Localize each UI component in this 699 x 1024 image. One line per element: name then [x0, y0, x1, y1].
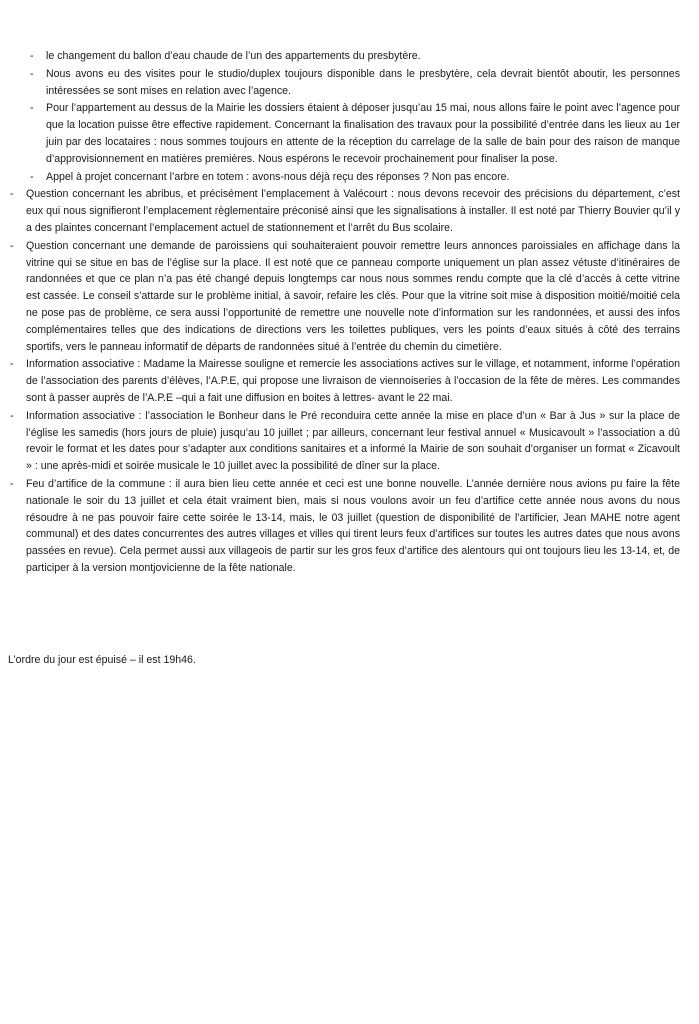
- item-text: Information associative : Madame la Mairesse souligne et remercie les associations actives sur le village, et notamment, informe l’opération de l’association des parents d’élèves, l’A.P.E, qui propose une livraison de viennoiseries à l’occasion de la fête de mères. Les commandes sont à passer auprès de l’A.P.E –qui a fait une diffusion en boites à lettres- avant le 22 mai.: [26, 358, 680, 404]
- list-item: [30, 100, 680, 167]
- bullet-dash: -: [10, 358, 14, 371]
- bullet-dash: -: [10, 409, 14, 422]
- document-body: [8, 48, 680, 578]
- list-item: [10, 356, 680, 406]
- bullet-dash: -: [10, 239, 14, 252]
- list-item: [30, 66, 680, 100]
- bullet-dash: -: [10, 477, 14, 490]
- item-text: Question concernant une demande de paroissiens qui souhaiteraient pouvoir remettre leurs annonces paroissiales en affichage dans la vitrine qui se situe en bas de l’église sur la place. Il est noté que ce panneau comporte uniquement un plan assez vétuste d’itinéraires de randonnées et que ce plan n’a pas été changé depuis longtemps car nous nous sommes rendu compte que la clé d’accès à cette vitrine est cassée. Le conseil s’attarde sur le problème initial, à savoir, refaire les clés. Pour que la vitrine soit mise à disposition moitié/moitié cela ne pose pas de problème, ce sera aussi l’opportunité de remettre une nouvelle note d’information sur les randonnées, et aussi des infos complémentaires telles que des indications de directions vers les toilettes publiques, vers les points d’eaux situés à côté des terrains sportifs, vers le panneau informatif de départs de randonnées situé à l’entrée du chemin du cimetière.: [26, 239, 680, 353]
- item-text: le changement du ballon d’eau chaude de l’un des appartements du presbytère.: [46, 50, 421, 62]
- bullet-dash: -: [10, 188, 14, 201]
- sub-bullet-list: [30, 48, 680, 185]
- list-item: [30, 48, 680, 65]
- item-text: Question concernant les abribus, et précisément l’emplacement à Valécourt : nous devons recevoir des précisions du département, c’est eux qui nous signifieront l’emplacement règlementaire préconisé ainsi que les signalisations à installer. Il est noté par Thierry Bouvier qu’il y a des plaintes concernant l’emplacement actuel de stationnement et l’arrêt du Bus scolaire.: [26, 188, 680, 234]
- list-item: [10, 186, 680, 236]
- bullet-dash: -: [30, 50, 34, 62]
- item-text: Information associative : l’association le Bonheur dans le Pré reconduira cette année la mise en place d’un « Bar à Jus » sur la place de l’église les samedis (hors jours de pluie) jusqu’au 10 juillet ; par ailleurs, concernant leur festival annuel « Musicavoult » l’association a dû revoir le format et les dates pour s’adapter aux conditions sanitaires et a informé la Mairie de son souhait d’organiser un format « Zicavoult » : une après-midi et soirée musicale le 10 juillet avec la possibilité de dîner sur la place.: [26, 409, 680, 473]
- list-item: [10, 408, 680, 475]
- list-item: [10, 238, 680, 356]
- bullet-dash: -: [30, 170, 34, 183]
- item-text: Nous avons eu des visites pour le studio/duplex toujours disponible dans le presbytère, cela devrait bientôt aboutir, les personnes intéressées se sont mises en relation avec l’agence.: [46, 67, 680, 97]
- list-item: [10, 476, 680, 577]
- list-item: [30, 169, 680, 186]
- closing-statement: L’ordre du jour est épuisé – il est 19h46.: [8, 654, 196, 666]
- item-text: Pour l’appartement au dessus de la Mairie les dossiers étaient à déposer jusqu’au 15 mai, nous allons faire le point avec l’agence pour que la location puisse être effective rapidement. Concernant la finalisation des travaux pour la possibilité d’entrée dans les lieux au 1er juin par des locataires : nous sommes toujours en attente de la réception du carrelage de la salle de bain pour des raison de manque d’approvisionnement en matières premières. Nous espérons le recevoir prochainement pour finaliser la pose.: [46, 102, 680, 165]
- item-text: Appel à projet concernant l’arbre en totem : avons-nous déjà reçu des réponses ? Non pas encore.: [46, 170, 510, 183]
- bullet-dash: -: [30, 102, 34, 115]
- item-text: Feu d’artifice de la commune : il aura bien lieu cette année et ceci est une bonne nouvelle. L’année dernière nous avions pu faire la fête nationale le soir du 13 juillet et cela était vraiment bien, mais si nous voulons avoir un feu d’artifice cette année nous avons du nous résoudre à ne pas pouvoir faire cette soirée le 13-14, mais, le 03 juillet (question de disponibilité de l’artificier, Jean MAHE notre agent communal) et des dates concurrentes des autres villages et villes qui tirent leurs feux d’artifices sur toutes les autres dates que nous avons passées en revue). Cela permet aussi aux villageois de partir sur les gros feux d’artifice des alentours qui ont toujours lieu les 13-14, et, de participer à la version montjovicienne de la fête nationale.: [26, 477, 680, 574]
- top-bullet-list: [10, 186, 680, 576]
- bullet-dash: -: [30, 67, 34, 80]
